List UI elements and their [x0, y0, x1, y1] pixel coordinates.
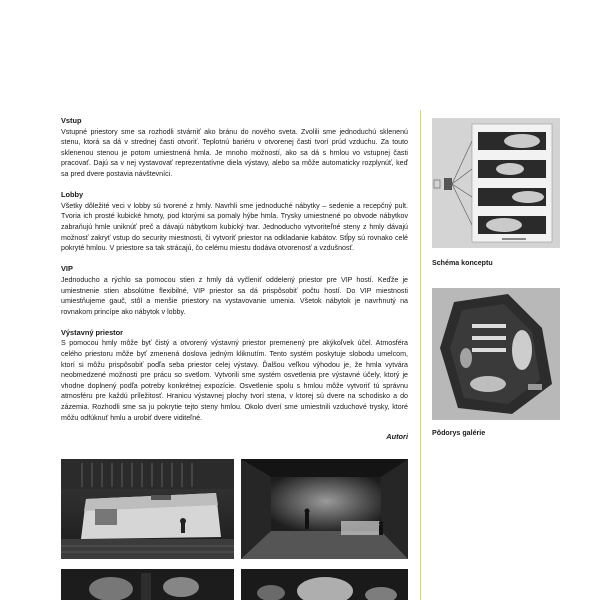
plan-caption: Pôdorys galérie	[432, 429, 486, 437]
section-body: Vstupné priestory sme sa rozhodli stvárniť ako bránu do nového sveta. Zvolili sme jednoduchú sklenenú stenu, ktorá sa dá v strednej časti otvoriť. Teplotnú bariéru v otvorenej časti tvorí prúd vzduchu. Za touto sklenenou stenou je potom umiestnená hmla. Je mnoho možností, ako sa dá s hmlou vo vstupnej časti pracovať. Dajú sa v nej vystavovať reprezentatívne diela výstavy, alebo sa môže automaticky rozplynúť, keď sa pred dvere postavia návštevníci.	[61, 127, 408, 178]
section-heading: Lobby	[61, 190, 84, 200]
exhibition-photo-2	[241, 569, 408, 600]
exhibition-photo-1	[61, 569, 234, 600]
section-vstup	[61, 116, 408, 180]
concept-scheme-image	[432, 118, 560, 248]
section-body: S pomocou hmly môže byť čistý a otvorený výstavný priestor premenený pre akýkoľvek účel. Atmosféra celého priestoru môže byť zmenená doslova jedným kliknutím. Tento systém poskytuje slobodu umelcom, ktorí si môžu prispôsobiť podľa seba priestor celej výstavy. Ďalšou veľkou výhodou je, že hmla vytvára neobmedzené možnosti pre prácu so svetlom. Vytvorili sme systém osvetlenia pre výstavné účely, ktorý je vhodne doplnený podľa potreby konkrétnej expozície. Osvetlenie spolu s hmlou môže vytvoriť tú správnu atmosféru pre každú príležitosť. Hranicu výstavnej plochy tvorí stena, v ktorej sú dvere na schodisko a do zázemia. Rozhodli sme sa ju pokrytie tejto steny hmlou. Okolo dverí sme umiestnili vzduchové trysky, ktoré môžu odfúknuť hmlu a urobiť dvere viditeľné.	[61, 339, 408, 422]
section-vip	[61, 264, 408, 317]
lobby-photo	[241, 459, 408, 559]
entrance-photo	[61, 459, 234, 559]
section-lobby	[61, 190, 408, 254]
article-text	[61, 116, 408, 442]
section-heading: Vstup	[61, 116, 82, 125]
section-exhibition	[61, 328, 408, 423]
section-heading: Výstavný priestor	[61, 327, 124, 337]
column-divider	[420, 110, 421, 600]
gallery-plan-image	[432, 288, 560, 420]
section-body: Jednoducho a rýchlo sa pomocou stien z hmly dá vyčleniť oddelený priestor pre VIP hostí. Keďže je umiestnenie stien absolútne flexibilné, VIP priestor sa dá prispôsobiť počtu hostí. Do VIP miestnosti umiestňujeme gauč, stôl a menšie priestory na vystavovanie umenia. Všetok nábytok je navrhnutý na rovnakom princípe ako nábytok v lobby.	[61, 275, 408, 316]
section-heading: VIP	[61, 264, 73, 274]
section-body: Všetky dôležité veci v lobby sú tvorené z hmly. Navrhli sme jednoduché nábytky – sedenie a recepčný pult. Tvoria ich prosté kubické hmoty, pod ktorými sa pomaly hýbe hmla. Trysky umiestnené po obvode nábytkov zabraňujú hmle uniknúť preč a dávajú nábytkom kubický tvar. Jednoducho vytvoriteľné steny z hmly dávajú možnosť zakryť vstup do security miestnosti, či vytvoriť priestor na odkladanie kabátov. Stĺpy sú rovnako celé pokryté hmlou. V priestore sa tak strácajú, čo celému miestu dodáva otvorenosť a vzdušnosť.	[61, 201, 408, 253]
authors-signature: Autori	[386, 431, 408, 441]
concept-caption: Schéma konceptu	[432, 259, 493, 267]
